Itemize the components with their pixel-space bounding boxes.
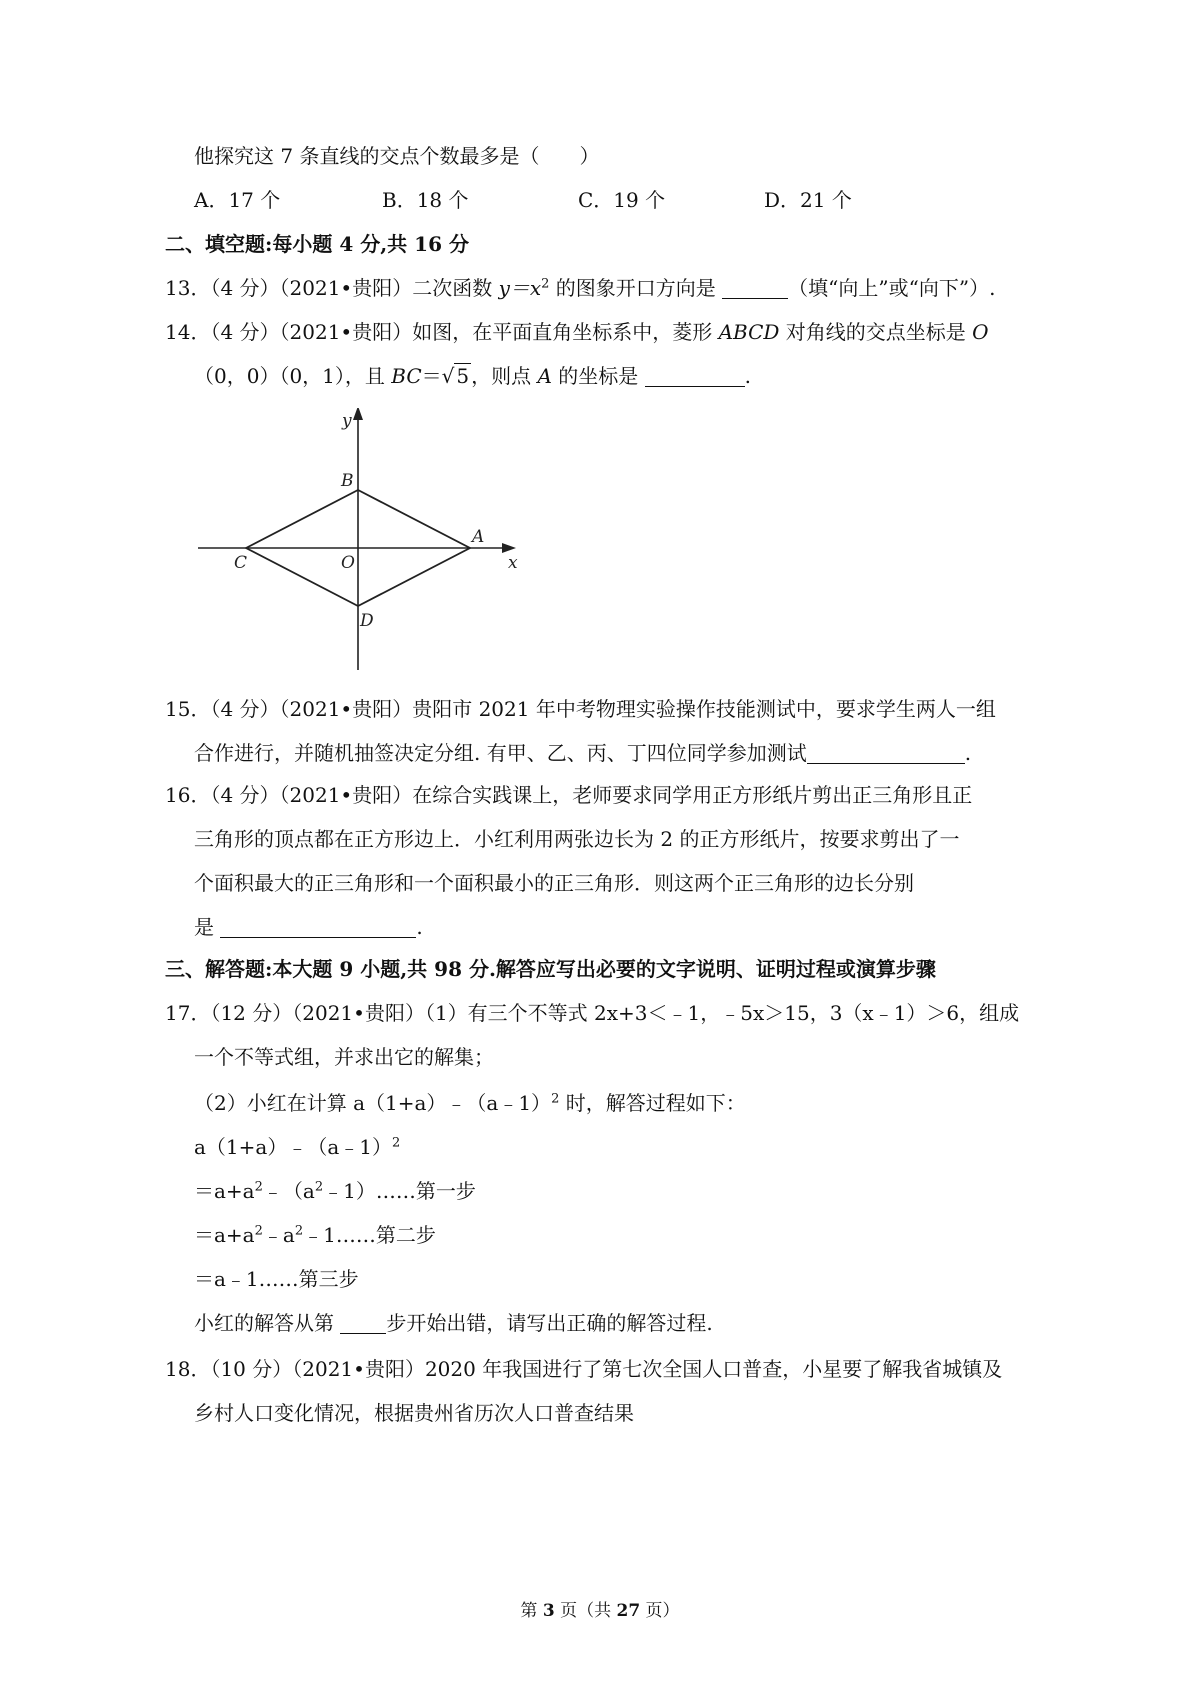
footer-c: 页） [640, 1601, 680, 1621]
q17-blank [340, 1313, 386, 1334]
q13-suffix: 的图象开口方向是 [549, 276, 723, 300]
q17-step0 [194, 1133, 400, 1161]
footer-b: 页（共 [554, 1601, 617, 1621]
label-a: A [472, 527, 485, 547]
q17-step1-exp1: 2 [254, 1179, 263, 1195]
q16-line2: 三角形的顶点都在正方形边上．小红利用两张边长为 2 的正方形纸片，按要求剪出了一 [194, 827, 960, 851]
q17-text-a: （2）小红在计算 a（1+a）﹣（a﹣1） [194, 1091, 552, 1115]
q17-step1-b: ﹣（a [262, 1179, 315, 1203]
q17-step2-c: ﹣1……第二步 [303, 1223, 436, 1247]
q12-option-a: A．17 个 [194, 188, 281, 212]
q16-line1: 16．（4 分）（2021•贵阳）在综合实践课上，老师要求同学用正方形纸片剪出正三角形且正 [165, 783, 973, 807]
q13-tail: （填“向上”或“向下”）. [788, 276, 996, 300]
q17-text-b: 时，解答过程如下： [559, 1091, 746, 1115]
q12-option-b: B．18 个 [382, 188, 469, 212]
q17-step1 [194, 1177, 476, 1205]
q14-a: A [537, 364, 552, 388]
q17-step2 [194, 1221, 436, 1249]
q13-exp: 2 [541, 276, 550, 292]
q17-step0-text: a（1+a）﹣（a﹣1） [194, 1135, 392, 1159]
q15-line2 [194, 739, 971, 767]
q17-exp: 2 [551, 1091, 560, 1107]
q15-text: 合作进行，并随机抽签决定分组. 有甲、乙、丙、丁四位同学参加测试 [194, 741, 807, 765]
label-c: C [234, 553, 248, 573]
q14-five: 5 [456, 364, 470, 388]
q14-end: . [744, 364, 752, 388]
q17-line2: 一个不等式组，并求出它的解集； [194, 1045, 494, 1069]
q17-step0-exp: 2 [391, 1135, 401, 1151]
q13-blank [722, 278, 788, 299]
footer-page: 3 [542, 1601, 555, 1621]
q17-last-a: 小红的解答从第 [194, 1311, 341, 1335]
rhombus-figure [198, 408, 528, 673]
q12-option-c: C．19 个 [578, 188, 666, 212]
q13-prefix: 13．（4 分）（2021•贵阳）二次函数 [165, 276, 499, 300]
q16-line4 [194, 913, 423, 941]
q17-line3 [194, 1089, 746, 1117]
label-d: D [360, 611, 374, 631]
q17-step1-a: ＝a+a [194, 1179, 255, 1203]
q13-math: y＝x [498, 276, 542, 300]
q17-line1: 17．（12 分）（2021•贵阳）（1）有三个不等式 2x+3＜﹣1，﹣5x＞15，3（x﹣1）＞6，组成 [165, 1001, 1020, 1025]
q14-text-1: 14．（4 分）（2021•贵阳）如图，在平面直角坐标系中，菱形 [165, 320, 719, 344]
q16-blank [220, 917, 416, 938]
q14-text-4: ，则点 [471, 364, 538, 388]
q14-eq: ＝ [421, 364, 442, 388]
q15-line1: 15．（4 分）（2021•贵阳）贵阳市 2021 年中考物理实验操作技能测试中，要求学生两人一组 [165, 697, 996, 721]
q14-blank [645, 366, 745, 387]
y-axis-arrow-icon [353, 408, 363, 420]
sqrt-symbol: √ 5 [441, 364, 470, 388]
q17-last-b: 步开始出错，请写出正确的解答过程. [386, 1311, 713, 1335]
q17-step2-exp2: 2 [294, 1223, 304, 1239]
q14-abcd: ABCD [718, 320, 780, 344]
q15-blank [807, 743, 965, 764]
label-x: x [508, 553, 518, 573]
q17-step2-a: ＝a+a [194, 1223, 255, 1247]
q14-line2 [194, 362, 751, 390]
q12-option-d: D．21 个 [764, 188, 852, 212]
section3-title: 三、解答题:本大题 9 小题,共 98 分.解答应写出必要的文字说明、证明过程或演算步骤 [165, 957, 936, 981]
q16-end: . [416, 915, 423, 939]
q14-o: O [972, 320, 989, 344]
q16-text: 是 [194, 915, 221, 939]
q12-stem: 他探究这 7 条直线的交点个数最多是（ ） [194, 144, 600, 168]
q17-last [194, 1309, 713, 1337]
q15-end: . [964, 741, 972, 765]
q13 [165, 274, 995, 302]
q17-step2-exp1: 2 [254, 1223, 263, 1239]
q14-text-5: 的坐标是 [551, 364, 645, 388]
label-b: B [341, 471, 354, 491]
q16-line3: 个面积最大的正三角形和一个面积最小的正三角形．则这两个正三角形的边长分别 [194, 871, 914, 895]
label-o: O [341, 553, 355, 573]
q18-line2: 乡村人口变化情况，根据贵州省历次人口普查结果 [194, 1401, 634, 1425]
page-footer [0, 1596, 1200, 1621]
label-y: y [342, 411, 352, 431]
q17-step1-exp2: 2 [314, 1179, 324, 1195]
q17-step2-b: ﹣a [262, 1223, 295, 1247]
footer-total: 27 [616, 1601, 641, 1621]
q14-bc: BC [391, 364, 422, 388]
q17-step3: ＝a﹣1……第三步 [194, 1267, 359, 1291]
q14-text-3: （0，0）（0，1），且 [194, 364, 392, 388]
q14-line1 [165, 318, 989, 346]
footer-a: 第 [520, 1601, 543, 1621]
q17-step1-c: ﹣1）……第一步 [323, 1179, 476, 1203]
q18-line1: 18．（10 分）（2021•贵阳）2020 年我国进行了第七次全国人口普查，小星要了解我省城镇及 [165, 1357, 1003, 1381]
section2-title: 二、填空题:每小题 4 分,共 16 分 [165, 232, 469, 256]
q14-text-2: 对角线的交点坐标是 [779, 320, 973, 344]
x-axis-arrow-icon [502, 543, 516, 553]
